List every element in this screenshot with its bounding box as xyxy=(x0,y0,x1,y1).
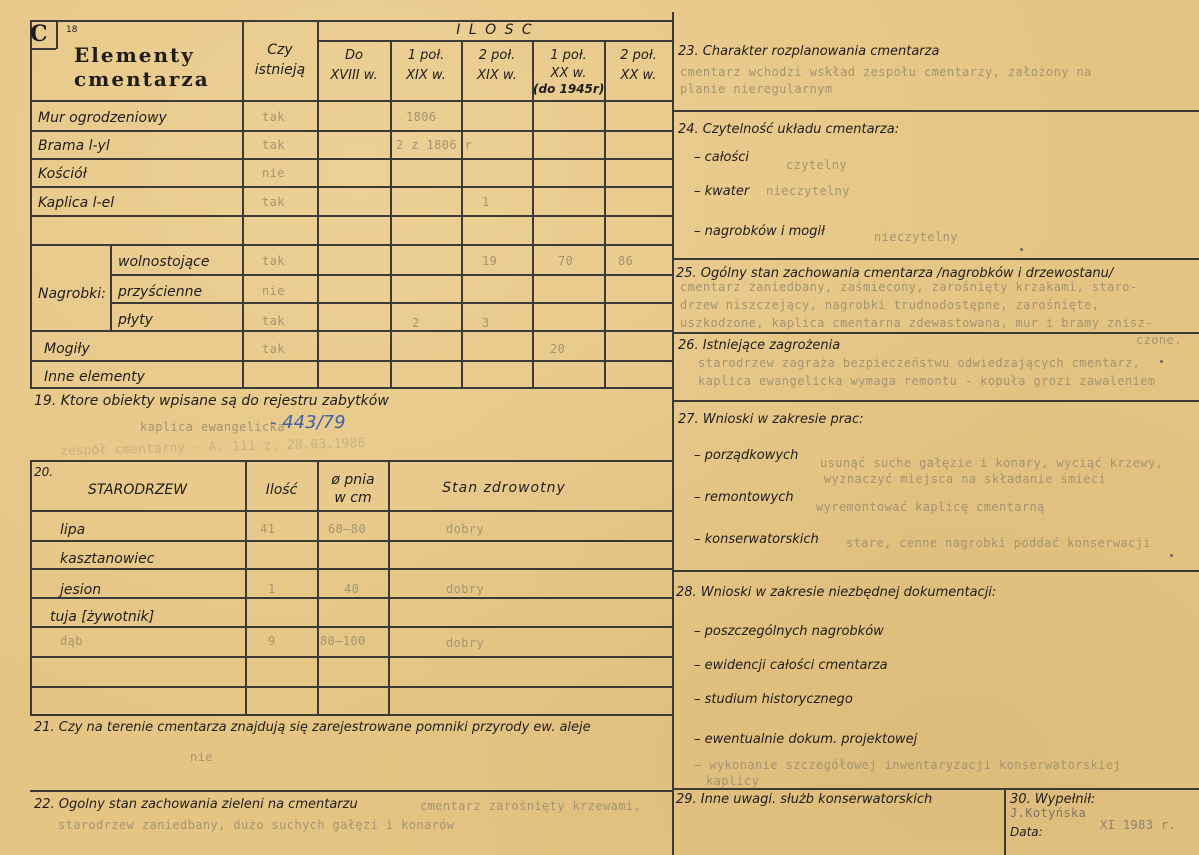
s24-nagrobkow: – nagrobków i mogił xyxy=(694,224,825,239)
s29-label: 29. Inne uwagi. służb konserwatorskich xyxy=(676,792,933,807)
rule xyxy=(30,626,672,628)
tree-name: lipa xyxy=(60,522,86,538)
kaplica-2pol19: 1 xyxy=(482,195,490,209)
row-label-przysc: przyścienne xyxy=(118,284,203,300)
pencil-dot xyxy=(1170,554,1173,557)
s24-kwater: – kwater xyxy=(694,184,750,199)
s30-name: J.Kotyńska xyxy=(1010,806,1087,820)
tree-stan: dobry xyxy=(446,636,485,650)
wolno-exists: tak xyxy=(262,254,285,268)
tree-name: tuja [żywotnik] xyxy=(50,609,155,625)
row-label-plyty: płyty xyxy=(118,312,153,328)
s30-data-label: Data: xyxy=(1010,825,1043,839)
row-label-mogily: Mogiły xyxy=(44,341,90,357)
s19-label: 19. Ktore obiekty wpisane są do rejestru zabytków xyxy=(34,393,389,409)
tree-pnia: 40 xyxy=(344,582,360,596)
rule xyxy=(461,40,463,388)
table-title-line2: cmentarza xyxy=(74,67,210,91)
s25-line-4: czone. xyxy=(1136,333,1182,347)
col-czy-2: istnieją xyxy=(254,62,306,78)
rule xyxy=(672,788,1199,790)
rule xyxy=(672,12,674,855)
s20-col-pnia-2: w cm xyxy=(334,490,372,506)
s27-porz: – porządkowych xyxy=(694,448,799,463)
row-label-mur: Mur ogrodzeniowy xyxy=(38,110,167,126)
s20-col-ilosc: Ilość xyxy=(265,482,298,498)
rule xyxy=(672,332,1199,334)
wolno-1pol20: 70 xyxy=(558,254,574,268)
s22-label: 22. Ogolny stan zachowania zieleni na cmentarzu xyxy=(34,797,358,812)
section-letter: C xyxy=(30,21,48,47)
s24-label: 24. Czytelność układu cmentarza: xyxy=(678,122,900,137)
rule xyxy=(1004,788,1006,855)
tree-ilosc: 9 xyxy=(268,634,276,648)
rule xyxy=(245,460,247,714)
rule xyxy=(388,460,390,714)
s24-calosci: – całości xyxy=(694,150,749,165)
s19-typed: kaplica ewangelicka xyxy=(140,420,285,434)
rule xyxy=(604,40,606,388)
tree-stan: dobry xyxy=(446,582,485,596)
s19-stamp: zespół cmentarny - A. 111 z. 28.03.1986 xyxy=(59,436,366,459)
s20-col-pnia-1: ø pnia xyxy=(331,472,375,488)
rule xyxy=(30,387,672,389)
s22-answer-1: cmentarz zarośnięty krzewami, xyxy=(420,799,642,813)
plyty-1pol19: 2 xyxy=(412,316,420,330)
s22-answer-2: starodrzew zaniedbany, dużo suchych gałęzi i konarów xyxy=(58,818,455,832)
s23-answer-2: planie nieregularnym xyxy=(680,82,833,96)
rule xyxy=(56,22,58,49)
rule xyxy=(30,48,56,50)
plyty-exists: tak xyxy=(262,314,285,328)
rule xyxy=(30,158,672,160)
s28-item-5: – wykonanie szczegółowej inwentaryzacji konserwatorskiej xyxy=(694,758,1121,772)
s20-col-stan: Stan zdrowotny xyxy=(442,480,566,496)
s28-item-4: – ewentualnie dokum. projektowej xyxy=(694,732,918,747)
row-label-brama: Brama l-yl xyxy=(38,138,110,154)
s26-label: 26. Istniejące zagrożenia xyxy=(678,338,841,353)
s28-item-3: – studium historycznego xyxy=(694,692,853,707)
s25-line-2: drzew niszczejący, nagrobki trudnodostępne, zarośnięte, xyxy=(680,298,1100,312)
brama-1pol19: 2 z 1806 r xyxy=(396,138,473,152)
col-4-l1: 1 poł. xyxy=(550,48,587,63)
s28-item-1: – poszczególnych nagrobków xyxy=(694,624,884,639)
s25-line-3: uszkodzone, kaplica cmentarna zdewastowana, mur i bramy znisz- xyxy=(680,316,1153,330)
s19-register-number: - 443/79 xyxy=(270,412,346,433)
tree-name: dąb xyxy=(60,634,83,648)
rule xyxy=(30,130,672,132)
s24-kwater-value: nieczytelny xyxy=(766,184,850,198)
wolno-2pol20: 86 xyxy=(618,254,634,268)
s25-line-1: cmentarz zaniedbany, zaśmiecony, zarośnięty krzakami, staro- xyxy=(680,280,1138,294)
brama-exists: tak xyxy=(262,138,285,152)
rule xyxy=(110,274,672,276)
s27-porz-value-1: usunąć suche gałęzie i konary, wyciąć krzewy, xyxy=(820,456,1164,470)
col-3-l2: XIX w. xyxy=(477,68,517,83)
s28-item-5-cont: kaplicy xyxy=(706,774,760,788)
przysc-exists: nie xyxy=(262,284,285,298)
col-1-l2: XVIII w. xyxy=(330,68,378,83)
rule xyxy=(110,302,672,304)
rule xyxy=(30,790,672,792)
rule xyxy=(30,20,32,388)
s26-line-1: starodrzew zagraża bezpieczeństwu odwiedzających cmentarz, xyxy=(698,356,1141,370)
col-3-l1: 2 poł. xyxy=(478,48,516,63)
col-ilosc: I L O S C xyxy=(456,22,534,38)
rule xyxy=(30,100,672,102)
s30-data-value: XI 1983 r. xyxy=(1100,818,1177,832)
rule xyxy=(30,460,32,714)
wolno-2pol19: 19 xyxy=(482,254,498,268)
col-4-l3: (do 1945r) xyxy=(533,82,605,96)
table-title-line1: Elementy xyxy=(74,43,195,67)
rule xyxy=(30,510,672,512)
s27-kons-value: stare, cenne nagrobki poddać konserwacji xyxy=(846,536,1151,550)
pencil-dot xyxy=(1020,248,1023,251)
tree-name: kasztanowiec xyxy=(60,551,155,567)
rule xyxy=(30,360,672,362)
s30-label: 30. Wypełnił: xyxy=(1010,792,1096,807)
row-label-wolno: wolnostojące xyxy=(118,254,210,270)
rule xyxy=(30,215,672,217)
mur-exists: tak xyxy=(262,110,285,124)
s25-label: 25. Ogólny stan zachowania cmentarza /nagrobków i drzewostanu/ xyxy=(676,266,1114,281)
row-label-kosciol: Kościół xyxy=(38,166,87,182)
rule xyxy=(672,400,1199,402)
rule xyxy=(30,686,672,688)
section-sub: 18 xyxy=(66,25,78,35)
tree-pnia: 60–80 xyxy=(328,522,367,536)
col-czy-1: Czy xyxy=(267,42,293,58)
tree-name: jesion xyxy=(60,582,102,598)
rule xyxy=(30,540,672,542)
kaplica-exists: tak xyxy=(262,195,285,209)
tree-ilosc: 41 xyxy=(260,522,276,536)
rule xyxy=(30,714,672,716)
s21-answer: nie xyxy=(190,750,213,764)
kosciol-exists: nie xyxy=(262,166,285,180)
s27-label: 27. Wnioski w zakresie prac: xyxy=(678,412,864,427)
mogily-1pol20: 20 xyxy=(550,342,566,356)
mogily-exists: tak xyxy=(262,342,285,356)
s27-porz-value-2: wyznaczyć miejsca na składanie śmieci xyxy=(824,472,1107,486)
mur-1pol19: 1806 xyxy=(406,110,437,124)
tree-pnia: 80–100 xyxy=(320,634,366,648)
plyty-2pol19: 3 xyxy=(482,316,490,330)
rule xyxy=(30,244,672,246)
s27-rem: – remontowych xyxy=(694,490,794,505)
s27-kons: – konserwatorskich xyxy=(694,532,819,547)
col-2-l2: XIX w. xyxy=(406,68,446,83)
tree-ilosc: 1 xyxy=(268,582,276,596)
s21-label: 21. Czy na terenie cmentarza znajdują się zarejestrowane pomniki przyrody ew. aleje xyxy=(34,720,591,735)
s27-rem-value: wyremontować kaplicę cmentarną xyxy=(816,500,1045,514)
rule xyxy=(30,460,672,462)
row-label-kaplica: Kaplica l-el xyxy=(38,195,115,211)
col-5-l1: 2 poł. xyxy=(620,48,657,63)
rule xyxy=(672,570,1199,572)
rule xyxy=(30,186,672,188)
pencil-dot xyxy=(1160,360,1163,363)
rule xyxy=(390,40,392,388)
rule xyxy=(317,40,672,42)
s24-calosci-value: czytelny xyxy=(786,158,847,172)
s28-item-2: – ewidencji całości cmentarza xyxy=(694,658,888,673)
rule xyxy=(30,568,672,570)
tree-stan: dobry xyxy=(446,522,485,536)
rule xyxy=(30,597,672,599)
col-1-l1: Do xyxy=(345,48,363,63)
nagrobki-label: Nagrobki: xyxy=(38,286,106,302)
s24-nagrobkow-value: nieczytelny xyxy=(874,230,958,244)
rule xyxy=(672,110,1199,112)
col-5-l2: XX w. xyxy=(620,68,657,83)
s26-line-2: kaplica ewangelicka wymaga remontu - kopuła grozi zawaleniem xyxy=(698,374,1156,388)
col-2-l1: 1 poł. xyxy=(407,48,445,63)
row-label-inne: Inne elementy xyxy=(44,369,145,385)
rule xyxy=(30,330,672,332)
rule xyxy=(30,656,672,658)
s28-label: 28. Wnioski w zakresie niezbędnej dokumentacji: xyxy=(676,585,997,600)
rule xyxy=(110,244,112,330)
s23-answer-1: cmentarz wchodzi wskład zespołu cmentarzy, założony na xyxy=(680,65,1092,79)
rule xyxy=(672,258,1199,260)
col-4-l2: XX w. xyxy=(550,66,587,81)
s20-num: 20. xyxy=(34,465,54,479)
s20-col-name: STARODRZEW xyxy=(87,482,188,498)
s23-label: 23. Charakter rozplanowania cmentarza xyxy=(678,44,940,59)
